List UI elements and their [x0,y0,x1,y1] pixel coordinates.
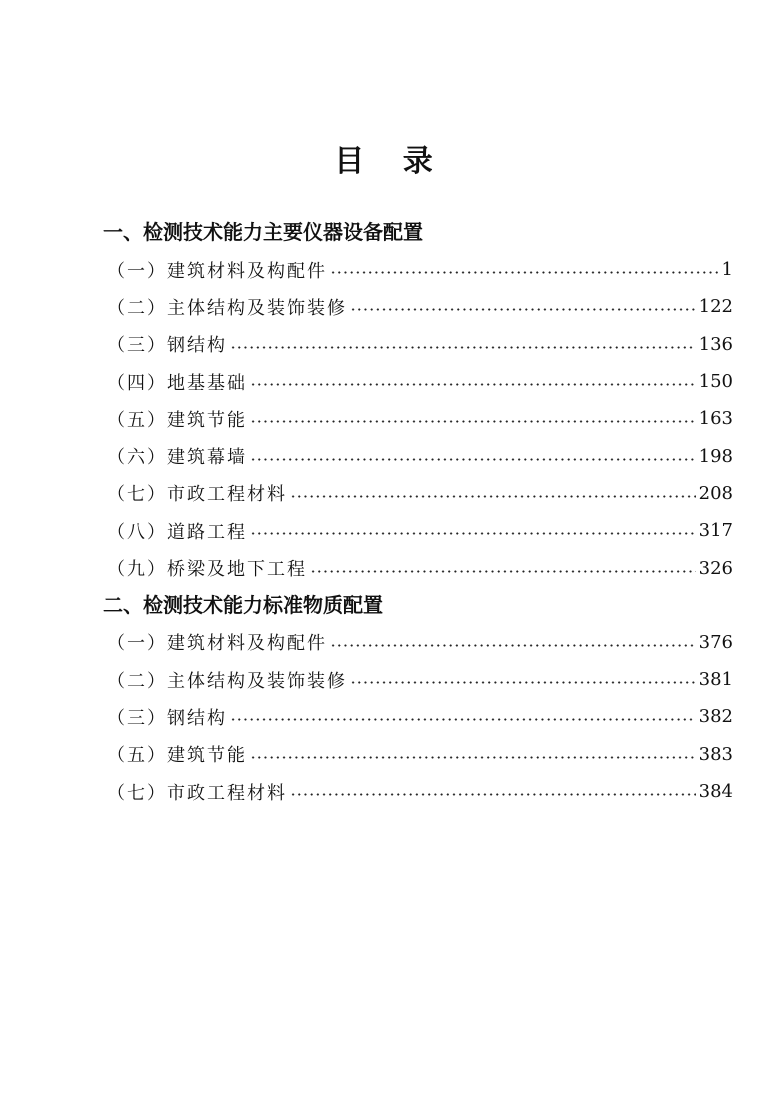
entry-page-number: 381 [698,669,733,691]
entry-page-number: 198 [698,445,733,467]
toc-entry[interactable] [103,512,733,549]
entry-label: （一）建筑材料及构配件 [107,633,327,655]
dot-leader [230,346,696,349]
toc-entry[interactable] [103,549,733,586]
toc-entry[interactable] [103,698,733,735]
entry-label: （二）主体结构及装饰装修 [107,297,347,319]
entry-label: （五）建筑节能 [107,745,247,767]
entry-label: （二）主体结构及装饰装修 [107,670,347,692]
entry-label: （七）市政工程材料 [107,484,287,506]
toc-entry[interactable] [103,475,733,512]
entry-page-number: 317 [698,520,733,542]
dot-leader [290,793,696,796]
toc-entry[interactable] [103,251,733,288]
dot-leader [310,570,696,573]
section-heading: 二、检测技术能力标准物质配置 [103,592,383,617]
toc-entry[interactable] [103,437,733,474]
dot-leader [350,681,696,684]
entry-page-number: 382 [698,706,733,728]
dot-leader [330,271,719,274]
entry-page-number: 163 [698,408,733,430]
entry-label: （一）建筑材料及构配件 [107,260,327,282]
dot-leader [250,532,696,535]
entry-label: （三）钢结构 [107,707,227,729]
entry-page-number: 326 [698,557,733,579]
table-of-contents [103,214,733,810]
entry-label: （七）市政工程材料 [107,782,287,804]
dot-leader [250,420,696,423]
toc-entry[interactable] [103,773,733,810]
entry-page-number: 376 [698,631,733,653]
toc-entry[interactable] [103,736,733,773]
entry-label: （九）桥梁及地下工程 [107,559,307,581]
dot-leader [230,718,696,721]
section-heading: 一、检测技术能力主要仪器设备配置 [103,220,423,244]
entry-page-number: 383 [698,743,733,765]
entry-label: （四）地基基础 [107,372,247,394]
entry-page-number: 136 [698,333,733,355]
toc-entry[interactable] [103,400,733,437]
dot-leader [350,308,696,311]
toc-entry[interactable] [103,288,733,325]
entry-page-number: 122 [698,296,733,318]
toc-entry[interactable] [103,624,733,661]
entry-page-number: 208 [698,482,733,504]
entry-label: （三）钢结构 [107,335,227,357]
toc-entry[interactable] [103,326,733,363]
toc-entry[interactable] [103,363,733,400]
entry-page-number: 150 [698,371,733,393]
entry-label: （八）道路工程 [107,521,247,543]
entry-page-number: 384 [698,781,733,802]
entry-label: （五）建筑节能 [107,409,247,431]
page-title: 目 录 [334,144,447,179]
dot-leader [250,458,696,461]
entry-page-number: 1 [721,259,733,281]
dot-leader [330,644,696,647]
dot-leader [250,756,696,759]
entry-label: （六）建筑幕墙 [107,447,247,469]
toc-entry[interactable] [103,661,733,698]
dot-leader [290,495,696,498]
dot-leader [250,383,696,386]
